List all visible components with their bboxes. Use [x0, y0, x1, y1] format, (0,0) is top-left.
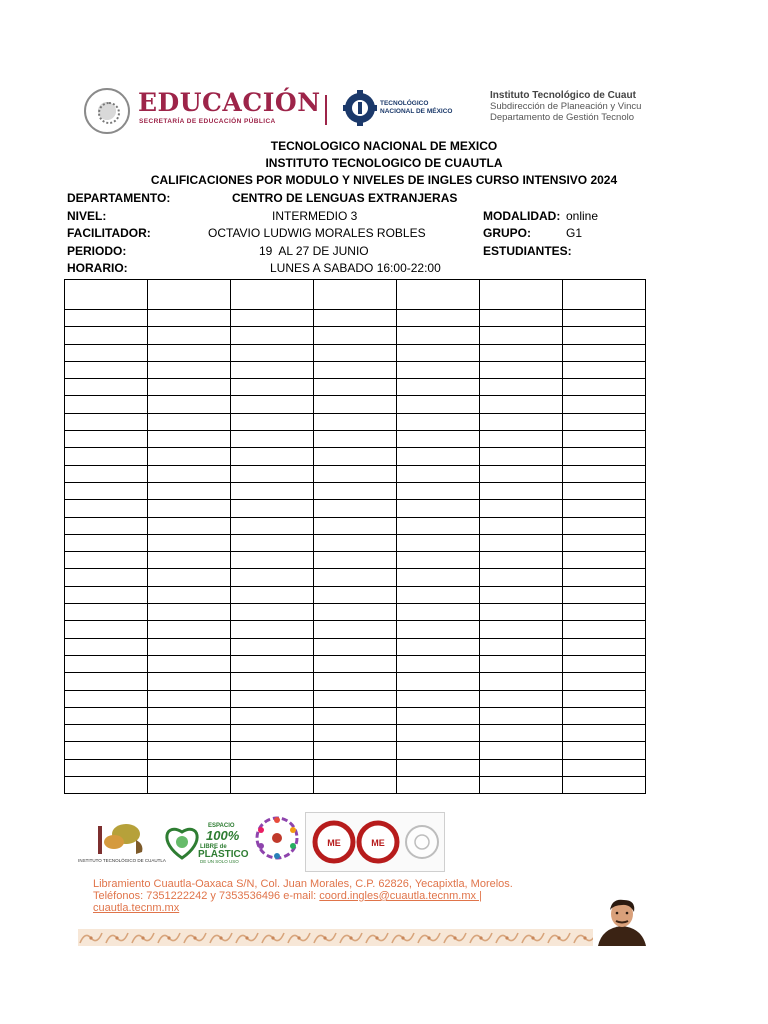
- grade-cell: [397, 707, 480, 724]
- grade-cell: [480, 534, 563, 551]
- plastico-libre: LIBRE de: [200, 844, 227, 850]
- tecnm-line2: NACIONAL DE MÉXICO: [380, 108, 453, 115]
- grade-cell: [397, 500, 480, 517]
- grupo-label: GRUPO:: [483, 226, 531, 240]
- grade-cell: [231, 280, 314, 310]
- svg-text:ME: ME: [327, 838, 341, 848]
- grade-cell: [563, 396, 646, 413]
- grade-cell: [397, 431, 480, 448]
- decorative-band-icon: [78, 929, 593, 946]
- grade-cell: [148, 500, 231, 517]
- grade-cell: [314, 517, 397, 534]
- table-row: [65, 690, 646, 707]
- grade-cell: [65, 777, 148, 794]
- grade-cell: [231, 690, 314, 707]
- periodo-value: 19 AL 27 DE JUNIO: [259, 244, 369, 258]
- grade-cell: [231, 379, 314, 396]
- table-row: [65, 638, 646, 655]
- grade-cell: [563, 604, 646, 621]
- grade-cell: [231, 396, 314, 413]
- table-row: [65, 552, 646, 569]
- grade-cell: [563, 280, 646, 310]
- table-row: [65, 569, 646, 586]
- grade-cell: [563, 413, 646, 430]
- historical-portrait-icon: [594, 894, 650, 946]
- grade-cell: [231, 725, 314, 742]
- grade-cell: [480, 482, 563, 499]
- table-row: [65, 327, 646, 344]
- grade-cell: [65, 396, 148, 413]
- grade-cell: [148, 777, 231, 794]
- address-line-2: [93, 890, 513, 902]
- grade-cell: [148, 310, 231, 327]
- grade-cell: [148, 621, 231, 638]
- grade-cell: [314, 534, 397, 551]
- grade-cell: [231, 586, 314, 603]
- svg-text:ME: ME: [371, 838, 385, 848]
- grade-cell: [314, 552, 397, 569]
- grade-cell: [314, 344, 397, 361]
- grade-cell: [231, 759, 314, 776]
- departamento-value: CENTRO DE LENGUAS EXTRANJERAS: [232, 191, 458, 205]
- horario-label: HORARIO:: [67, 261, 128, 275]
- grade-cell: [314, 604, 397, 621]
- grade-cell: [65, 327, 148, 344]
- grade-cell: [563, 725, 646, 742]
- grade-cell: [480, 777, 563, 794]
- grade-cell: [314, 569, 397, 586]
- table-row: [65, 586, 646, 603]
- grade-cell: [148, 759, 231, 776]
- grade-cell: [231, 431, 314, 448]
- grade-cell: [148, 361, 231, 378]
- grade-cell: [65, 431, 148, 448]
- grade-cell: [480, 465, 563, 482]
- table-row: [65, 396, 646, 413]
- grade-cell: [480, 431, 563, 448]
- grade-cell: [314, 465, 397, 482]
- separator-link[interactable]: |: [475, 890, 482, 902]
- grade-cell: [563, 361, 646, 378]
- grade-cell: [65, 759, 148, 776]
- grade-cell: [397, 552, 480, 569]
- grade-cell: [397, 621, 480, 638]
- grade-cell: [563, 500, 646, 517]
- grade-cell: [65, 465, 148, 482]
- grade-cell: [65, 742, 148, 759]
- grade-cell: [65, 534, 148, 551]
- grade-cell: [480, 742, 563, 759]
- header-divider: [325, 95, 327, 125]
- horario-value: LUNES A SABADO 16:00-22:00: [270, 261, 441, 275]
- educacion-logo-text: EDUCACIÓN: [138, 88, 321, 117]
- grade-cell: [65, 482, 148, 499]
- table-row: [65, 604, 646, 621]
- table-row: [65, 310, 646, 327]
- grade-cell: [314, 759, 397, 776]
- grade-cell: [148, 586, 231, 603]
- table-row: [65, 344, 646, 361]
- grade-cell: [231, 742, 314, 759]
- table-row: [65, 777, 646, 794]
- grade-cell: [65, 673, 148, 690]
- grade-cell: [480, 707, 563, 724]
- periodo-label: PERIODO:: [67, 244, 127, 258]
- grade-cell: [231, 638, 314, 655]
- grade-cell: [314, 742, 397, 759]
- sep-subtitle: SECRETARÍA DE EDUCACIÓN PÚBLICA: [139, 118, 276, 125]
- grade-cell: [397, 586, 480, 603]
- grade-cell: [480, 310, 563, 327]
- itc-name: Instituto Tecnológico de Cuaut: [490, 90, 636, 101]
- grade-cell: [148, 690, 231, 707]
- grade-cell: [65, 638, 148, 655]
- grade-cell: [397, 310, 480, 327]
- grade-cell: [397, 759, 480, 776]
- title-line-3: CALIFICACIONES POR MODULO Y NIVELES DE INGLES CURSO INTENSIVO 2024: [150, 173, 618, 187]
- table-row: [65, 431, 646, 448]
- tecnm-logo-text: [380, 100, 452, 116]
- grade-cell: [480, 604, 563, 621]
- grade-cell: [480, 725, 563, 742]
- mexico-seal-icon: [84, 88, 130, 134]
- grade-cell: [231, 621, 314, 638]
- grade-cell: [231, 604, 314, 621]
- grade-cell: [563, 621, 646, 638]
- grade-cell: [148, 707, 231, 724]
- grade-cell: [148, 604, 231, 621]
- grade-cell: [563, 777, 646, 794]
- grade-cell: [148, 448, 231, 465]
- grade-cell: [148, 379, 231, 396]
- grade-cell: [314, 310, 397, 327]
- table-row: [65, 379, 646, 396]
- grade-cell: [65, 379, 148, 396]
- grade-cell: [563, 534, 646, 551]
- grade-cell: [397, 655, 480, 672]
- nivel-value: INTERMEDIO 3: [272, 209, 358, 223]
- table-row: [65, 482, 646, 499]
- grade-cell: [397, 742, 480, 759]
- equality-circle-logo-icon: [252, 812, 302, 864]
- table-row: [65, 759, 646, 776]
- grade-cell: [231, 707, 314, 724]
- grade-cell: [231, 413, 314, 430]
- grade-cell: [231, 517, 314, 534]
- departamento-label: DEPARTAMENTO:: [67, 191, 171, 205]
- grade-cell: [65, 413, 148, 430]
- title-line-1: TECNOLOGICO NACIONAL DE MEXICO: [270, 139, 498, 153]
- grade-cell: [480, 344, 563, 361]
- itc-subdireccion: Subdirección de Planeación y Vincu: [490, 101, 642, 112]
- grade-cell: [314, 621, 397, 638]
- grade-cell: [314, 638, 397, 655]
- grade-cell: [148, 517, 231, 534]
- title-line-2: INSTITUTO TECNOLOGICO DE CUAUTLA: [265, 156, 503, 170]
- grade-cell: [480, 361, 563, 378]
- grade-cell: [397, 569, 480, 586]
- grade-cell: [480, 379, 563, 396]
- grade-cell: [65, 655, 148, 672]
- grade-cell: [231, 777, 314, 794]
- phones-text: Teléfonos: 7351222242 y 7353536496 e-mail:: [93, 890, 320, 902]
- grade-cell: [397, 673, 480, 690]
- table-row: [65, 742, 646, 759]
- grade-cell: [148, 673, 231, 690]
- grade-cell: [231, 552, 314, 569]
- grade-cell: [231, 310, 314, 327]
- grade-cell: [563, 707, 646, 724]
- grade-cell: [231, 569, 314, 586]
- grades-table: [64, 279, 646, 794]
- grade-cell: [314, 396, 397, 413]
- grade-cell: [148, 482, 231, 499]
- grade-cell: [397, 482, 480, 499]
- tecnm-line1: TECNOLÓGICO: [380, 100, 429, 107]
- grade-cell: [314, 655, 397, 672]
- grade-cell: [314, 777, 397, 794]
- grade-cell: [314, 361, 397, 378]
- grade-cell: [563, 344, 646, 361]
- grade-cell: [563, 465, 646, 482]
- grade-cell: [397, 777, 480, 794]
- grade-cell: [397, 280, 480, 310]
- table-row: [65, 655, 646, 672]
- grade-cell: [397, 327, 480, 344]
- grade-cell: [314, 280, 397, 310]
- grade-cell: [148, 344, 231, 361]
- grade-cell: [397, 344, 480, 361]
- grade-cell: [480, 413, 563, 430]
- table-row: [65, 500, 646, 517]
- grade-cell: [231, 327, 314, 344]
- grade-cell: [65, 690, 148, 707]
- grade-cell: [563, 742, 646, 759]
- grade-cell: [148, 534, 231, 551]
- grade-cell: [65, 344, 148, 361]
- table-row: [65, 517, 646, 534]
- grade-cell: [563, 638, 646, 655]
- grade-cell: [314, 673, 397, 690]
- grade-cell: [314, 690, 397, 707]
- modalidad-value: online: [566, 209, 599, 223]
- grade-cell: [314, 707, 397, 724]
- grade-cell: [314, 413, 397, 430]
- grade-cell: [65, 361, 148, 378]
- grade-cell: [480, 621, 563, 638]
- grade-cell: [563, 690, 646, 707]
- address-line-3: [93, 902, 513, 914]
- grade-cell: [480, 552, 563, 569]
- grade-cell: [563, 552, 646, 569]
- grade-cell: [480, 280, 563, 310]
- grade-cell: [148, 396, 231, 413]
- table-row: [65, 361, 646, 378]
- grade-cell: [65, 280, 148, 310]
- grade-cell: [480, 586, 563, 603]
- grade-cell: [397, 517, 480, 534]
- grade-cell: [397, 465, 480, 482]
- grade-cell: [563, 482, 646, 499]
- grade-cell: [65, 621, 148, 638]
- table-row: [65, 725, 646, 742]
- grade-cell: [563, 673, 646, 690]
- modalidad-label: MODALIDAD:: [483, 209, 561, 223]
- table-row: [65, 280, 646, 310]
- grade-cell: [231, 673, 314, 690]
- grade-cell: [65, 500, 148, 517]
- grade-cell: [231, 482, 314, 499]
- grade-cell: [314, 586, 397, 603]
- facilitador-label: FACILITADOR:: [67, 226, 151, 240]
- itc-header-block: [490, 90, 641, 123]
- grade-cell: [480, 690, 563, 707]
- grade-cell: [563, 759, 646, 776]
- grade-cell: [480, 500, 563, 517]
- grade-cell: [148, 413, 231, 430]
- website-link[interactable]: cuautla.tecnm.mx: [93, 902, 180, 914]
- plastico-word: PLÁSTICO: [198, 849, 249, 860]
- grade-cell: [148, 655, 231, 672]
- grade-cell: [480, 673, 563, 690]
- itc-departamento: Departamento de Gestión Tecnolo: [490, 112, 634, 123]
- grade-cell: [397, 534, 480, 551]
- grade-cell: [563, 448, 646, 465]
- estudiantes-label: ESTUDIANTES:: [483, 244, 572, 258]
- table-row: [65, 673, 646, 690]
- grade-cell: [563, 586, 646, 603]
- grade-cell: [148, 465, 231, 482]
- grade-cell: [231, 534, 314, 551]
- table-row: [65, 413, 646, 430]
- grade-cell: [397, 361, 480, 378]
- grade-cell: [65, 586, 148, 603]
- grade-cell: [314, 500, 397, 517]
- grade-cell: [563, 517, 646, 534]
- grade-cell: [397, 396, 480, 413]
- grade-cell: [65, 725, 148, 742]
- grade-cell: [563, 310, 646, 327]
- grade-cell: [65, 604, 148, 621]
- grade-cell: [148, 638, 231, 655]
- grade-cell: [65, 310, 148, 327]
- grade-cell: [231, 361, 314, 378]
- grade-cell: [480, 517, 563, 534]
- nivel-label: NIVEL:: [67, 209, 107, 223]
- grade-cell: [148, 552, 231, 569]
- table-row: [65, 707, 646, 724]
- grade-cell: [65, 707, 148, 724]
- certification-seals-icon: [305, 812, 445, 872]
- grade-cell: [148, 725, 231, 742]
- grade-cell: [480, 759, 563, 776]
- grade-cell: [231, 344, 314, 361]
- plastico-espacio: ESPACIO: [208, 823, 235, 829]
- grade-cell: [480, 327, 563, 344]
- plastico-percent: 100%: [206, 828, 240, 843]
- address-line-1: Libramiento Cuautla-Oaxaca S/N, Col. Juan Morales, C.P. 62826, Yecapixtla, Morelos.: [93, 878, 513, 890]
- grade-cell: [65, 569, 148, 586]
- espacio-libre-plastico-logo-icon: [162, 818, 249, 866]
- grade-cell: [397, 690, 480, 707]
- itc-cuautla-logo-icon: [78, 818, 166, 866]
- grade-cell: [397, 413, 480, 430]
- grade-cell: [148, 569, 231, 586]
- email-link[interactable]: coord.ingles@cuautla.tecnm.mx: [319, 890, 476, 902]
- grade-cell: [314, 431, 397, 448]
- grade-cell: [480, 448, 563, 465]
- grade-cell: [65, 552, 148, 569]
- footer-address: [93, 878, 513, 914]
- grade-cell: [231, 655, 314, 672]
- grade-cell: [563, 569, 646, 586]
- grade-cell: [397, 448, 480, 465]
- grade-cell: [314, 327, 397, 344]
- grade-cell: [231, 448, 314, 465]
- grade-cell: [314, 448, 397, 465]
- grade-cell: [480, 396, 563, 413]
- grade-cell: [148, 280, 231, 310]
- grupo-value: G1: [566, 226, 583, 240]
- grade-cell: [65, 448, 148, 465]
- grade-cell: [480, 638, 563, 655]
- grade-cell: [231, 465, 314, 482]
- table-row: [65, 534, 646, 551]
- plastico-uso: DE UN SOLO USO: [200, 859, 239, 864]
- facilitador-value: OCTAVIO LUDWIG MORALES ROBLES: [208, 226, 426, 240]
- table-row: [65, 465, 646, 482]
- grade-cell: [231, 500, 314, 517]
- grade-cell: [397, 725, 480, 742]
- grade-cell: [480, 655, 563, 672]
- grade-cell: [148, 431, 231, 448]
- grade-cell: [397, 638, 480, 655]
- grade-cell: [480, 569, 563, 586]
- grade-cell: [563, 431, 646, 448]
- grade-cell: [314, 379, 397, 396]
- grade-cell: [563, 655, 646, 672]
- table-row: [65, 621, 646, 638]
- grade-cell: [397, 604, 480, 621]
- grade-cell: [314, 482, 397, 499]
- grade-cell: [397, 379, 480, 396]
- itc-logo-caption: INSTITUTO TECNOLÓGICO DE CUAUTLA: [78, 858, 166, 863]
- grade-cell: [148, 327, 231, 344]
- grade-cell: [563, 379, 646, 396]
- grade-cell: [563, 327, 646, 344]
- grade-cell: [65, 517, 148, 534]
- grade-cell: [314, 725, 397, 742]
- table-row: [65, 448, 646, 465]
- grade-cell: [148, 742, 231, 759]
- tecnm-gear-icon: [343, 88, 377, 128]
